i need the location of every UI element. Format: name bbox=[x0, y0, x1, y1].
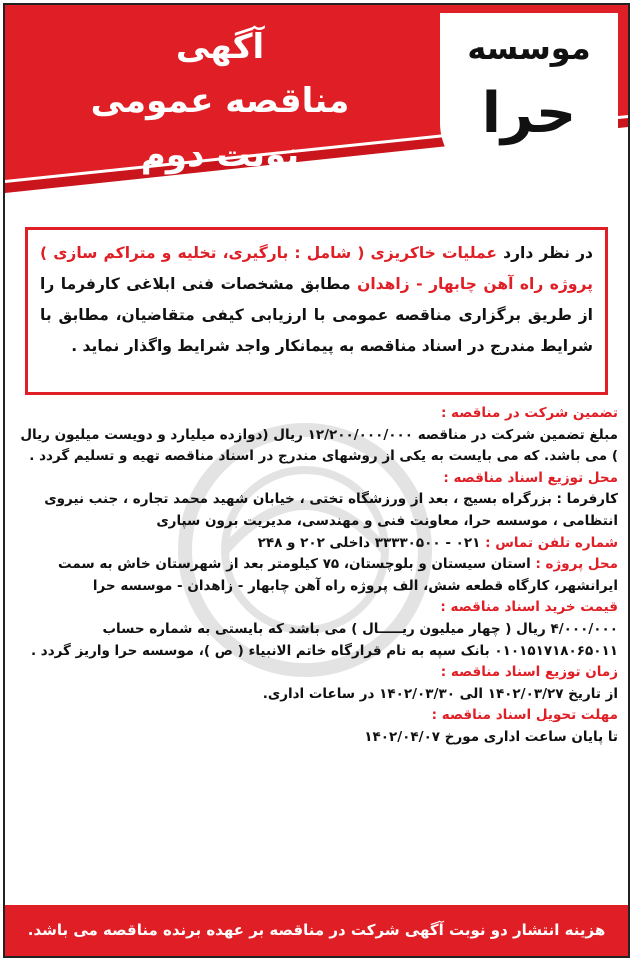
distribution-time-text: از تاریخ ۱۴۰۲/۰۳/۲۷ الی ۱۴۰۲/۰۳/۳۰ در ساعات اداری. bbox=[262, 685, 618, 702]
intro-part-2: عملیات خاکریزی ( شامل : بارگیری، تخلیه و متراکم سازی ) bbox=[40, 244, 498, 262]
intro-part-1: در نظر دارد bbox=[503, 244, 593, 262]
phone-label: شماره تلفن تماس : bbox=[485, 534, 618, 551]
phone-row bbox=[15, 533, 618, 555]
guarantee-title: تضمین شرکت در مناقصه : bbox=[440, 405, 618, 421]
title-line-1: آگهی bbox=[175, 27, 265, 67]
intro-box bbox=[25, 227, 608, 395]
distribution-time-title: زمان توزیع اسناد مناقصه : bbox=[440, 664, 618, 681]
brand-logo-box bbox=[440, 13, 618, 183]
title-line-2: مناقصه عمومی bbox=[90, 81, 350, 121]
header-banner bbox=[5, 5, 628, 210]
project-text: استان سیستان و بلوچستان، ۷۵ کیلومتر بعد از شهرستان خاش به سمت ایرانشهر، کارگاه قطعه شش، الف پروژه راه آهن چابهار - زاهدان - موسسه حرا bbox=[58, 556, 618, 594]
details-content bbox=[15, 403, 618, 749]
intro-part-4: مطابق مشخصات فنی ابلاغی کارفرما را از طریق برگزاری مناقصه عمومی با ارزیابی کیفی متقاضیان، مطابق با شرایط مندرج در اسناد مناقصه به پیمانکار واجد شرایط واگذار نماید . bbox=[40, 275, 593, 355]
advertisement-frame bbox=[3, 3, 630, 958]
brand-line-1: موسسه bbox=[467, 29, 591, 67]
distribution-place-title: محل توزیع اسناد مناقصه : bbox=[443, 469, 618, 486]
project-row bbox=[15, 554, 618, 597]
delivery-text: تا پایان ساعت اداری مورخ ۱۴۰۲/۰۴/۰۷ bbox=[364, 728, 618, 745]
guarantee-text: مبلغ تضمین شرکت در مناقصه ۱۲/۲۰۰/۰۰۰/۰۰۰ ریال (دوازده میلیارد و دویست میلیون ریال ) می باشد. که می بایست به یکی از روشهای مندرج در اسناد مناقصه تهیه و تسلیم گردد . bbox=[20, 426, 618, 465]
delivery-title: مهلت تحویل اسناد مناقصه : bbox=[431, 707, 618, 724]
price-text: ۴/۰۰۰/۰۰۰ ریال ( چهار میلیون ریـــــال ) می باشد که بایستی به شماره حساب ۰۱۰۱۵۱۷۱۸۰۶۵۰۱۱ بانک سپه به نام قرارگاه خاتم الانبیاء ( ص )، موسسه حرا واریز گردد . bbox=[30, 620, 618, 659]
distribution-place-text: کارفرما : بزرگراه بسیج ، بعد از ورزشگاه تختی ، خیابان شهید محمد تجاره ، جنب نیروی انتظامی ، موسسه حرا، معاونت فنی و مهندسی، مدیریت برون سپاری bbox=[44, 491, 618, 529]
price-title: قیمت خرید اسناد مناقصه : bbox=[440, 599, 618, 616]
brand-line-2: حرا bbox=[481, 81, 577, 146]
phone-text: ۰۲۱ - ۳۳۳۳۰۵۰۰ داخلی ۲۰۲ و ۲۴۸ bbox=[257, 534, 481, 551]
project-label: محل پروژه : bbox=[535, 556, 618, 573]
title-line-3: نوبت دوم bbox=[140, 135, 300, 175]
footer-bar: هزینه انتشار دو نوبت آگهی شرکت در مناقصه بر عهده برنده مناقصه می باشد. bbox=[5, 905, 628, 956]
intro-part-3: پروژه راه آهن چابهار - زاهدان bbox=[357, 275, 593, 293]
